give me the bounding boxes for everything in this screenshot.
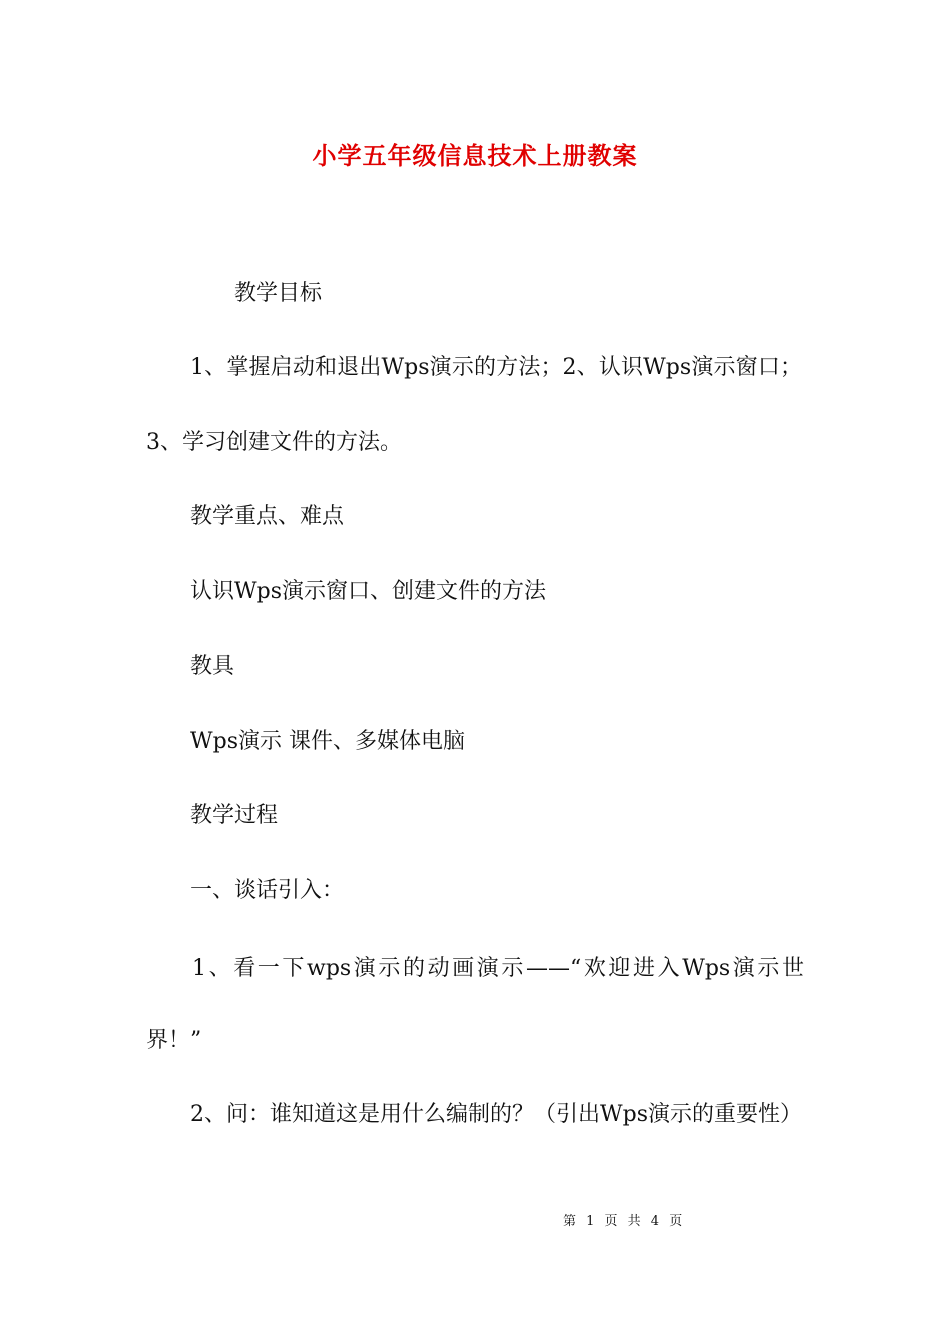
key-points-text: 认识Wps演示窗口、创建文件的方法 xyxy=(190,579,546,604)
intro-item-1: 1、看一下wps演示的动画演示——“欢迎进入Wps演示世 xyxy=(192,956,804,981)
goal-line-1: 1、掌握启动和退出Wps演示的方法；2、认识Wps演示窗口； xyxy=(190,355,802,380)
goal-line-2: 3、学习创建文件的方法。 xyxy=(146,430,402,455)
intro-item-2: 2、问：谁知道这是用什么编制的？（引出Wps演示的重要性） xyxy=(190,1102,802,1127)
teaching-aids-text: Wps演示 课件、多媒体电脑 xyxy=(190,729,465,754)
heading-teaching-goals: 教学目标 xyxy=(234,281,323,306)
page-number: 第 1 页 共 4 页 xyxy=(563,1214,683,1229)
heading-teaching-process: 教学过程 xyxy=(190,803,279,828)
section-intro: 一、谈话引入： xyxy=(190,878,345,903)
heading-key-points: 教学重点、难点 xyxy=(190,504,345,529)
intro-item-1-continued: 界！” xyxy=(146,1028,202,1053)
heading-teaching-aids: 教具 xyxy=(190,654,235,679)
document-title: 小学五年级信息技术上册教案 xyxy=(312,141,638,170)
